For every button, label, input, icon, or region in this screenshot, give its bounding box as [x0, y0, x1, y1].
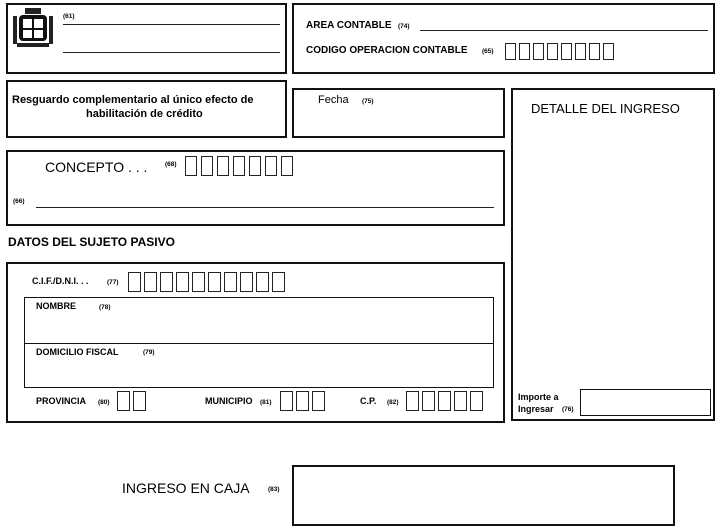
importe-label-2: Ingresar: [518, 404, 554, 414]
provincia-cells[interactable]: [117, 391, 146, 411]
importe-num: (76): [562, 406, 574, 413]
concepto-num: (68): [165, 161, 177, 168]
importe-input-box[interactable]: [580, 389, 711, 416]
cif-label: C.I.F./D.N.I. . .: [32, 276, 89, 286]
resguardo-line-2: habilitación de crédito: [86, 108, 203, 120]
nombre-num: (78): [99, 304, 111, 311]
fecha-num: (75): [362, 98, 374, 105]
ingreso-num: (83): [268, 486, 280, 493]
provincia-label: PROVINCIA: [36, 396, 87, 406]
cp-num: (82): [387, 399, 399, 406]
fecha-label: Fecha: [318, 94, 349, 106]
resguardo-line-1: Resguardo complementario al único efecto de: [12, 94, 254, 106]
domicilio-label: DOMICILIO FISCAL: [36, 347, 119, 357]
nombre-field[interactable]: [24, 297, 494, 344]
concepto-line[interactable]: [36, 207, 494, 208]
cp-cells[interactable]: [406, 391, 483, 411]
field-65-label: (65): [482, 48, 494, 55]
field-61-line-2[interactable]: [63, 52, 280, 53]
ingreso-box[interactable]: [292, 465, 675, 526]
codigo-operacion-cells[interactable]: [505, 43, 614, 60]
field-61-line-1[interactable]: [63, 24, 280, 25]
concepto-66-num: (66): [13, 198, 25, 205]
concepto-label: CONCEPTO . . .: [45, 159, 148, 175]
cp-label: C.P.: [360, 396, 377, 406]
nombre-label: NOMBRE: [36, 301, 76, 311]
header-right-box: [292, 3, 715, 74]
concepto-cells[interactable]: [185, 156, 293, 176]
header-left-box: [6, 3, 287, 74]
cif-num: (77): [107, 279, 119, 286]
municipio-num: (81): [260, 399, 272, 406]
importe-label-1: Importe a: [518, 392, 559, 402]
codigo-operacion-label: CODIGO OPERACION CONTABLE: [306, 45, 468, 56]
municipio-cells[interactable]: [280, 391, 325, 411]
detalle-title: DETALLE DEL INGRESO: [531, 101, 680, 116]
area-contable-label: AREA CONTABLE: [306, 20, 392, 31]
area-contable-line[interactable]: [420, 30, 708, 31]
field-74-label: (74): [398, 23, 410, 30]
sujeto-title: DATOS DEL SUJETO PASIVO: [8, 235, 175, 249]
provincia-num: (80): [98, 399, 110, 406]
municipio-label: MUNICIPIO: [205, 396, 253, 406]
domicilio-num: (79): [143, 349, 155, 356]
field-61-label: (61): [63, 13, 75, 20]
ingreso-label: INGRESO EN CAJA: [122, 480, 250, 496]
cif-cells[interactable]: [128, 272, 285, 292]
detalle-box: [511, 88, 715, 421]
